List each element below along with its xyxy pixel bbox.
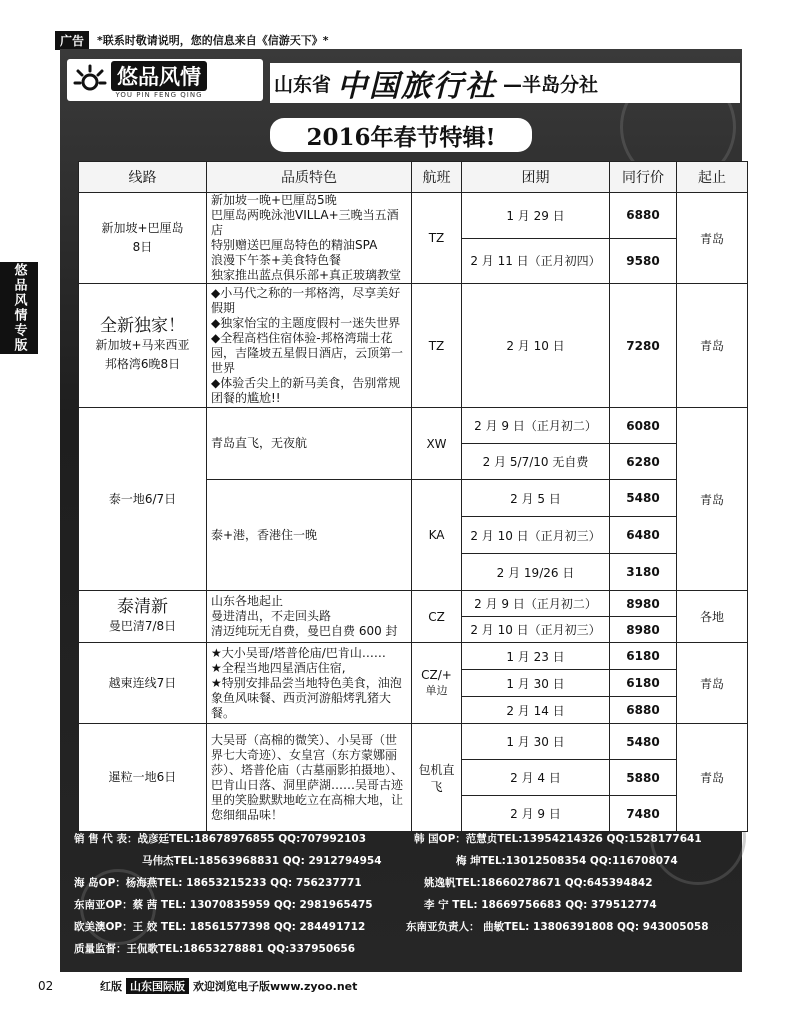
route-name-line: 邦格湾6晚8日 [104,357,181,371]
feature-line: 曼进清出，不走回头路 [211,609,332,623]
contact-right: 梅 坤TEL:13012508354 QQ:116708074 [456,855,678,867]
route-features: 大吴哥（高棉的微笑）、小吴哥（世界七大奇迹）、女皇宫（东方蒙娜丽莎）、塔普伦庙（古墓丽影拍摄地）、巴肯山日落、洞里萨湖……吴哥古迹里的笑脸默默地屹立在高棉大地，让您细细品味！ [207,724,412,832]
tour-date: 1 月 23 日 [462,643,610,670]
contact-list [74,831,739,963]
side-tab: 悠品风情专版 [0,262,38,354]
sun-icon [73,63,107,97]
contact-row [74,853,739,875]
banner-title: 2016年春节特辑! [270,118,532,152]
header-features: 品质特色 [207,162,412,193]
contact-left: 东南亚OP：蔡 茜 TEL: 13070835959 QQ: 2981965475 [74,899,373,911]
flight-code [412,643,462,724]
feature-line: 山东各地起止 [211,594,284,608]
feature-line: 新加坡一晚+巴厘岛5晚 [211,193,337,207]
route-features [207,643,412,724]
header-price: 同行价 [610,162,677,193]
tour-price: 7480 [610,796,677,832]
route-name-line: 泰清新 [117,596,168,617]
tour-price: 9580 [610,238,677,284]
table-row [79,193,748,239]
route-name-line: 曼巴清7/8日 [108,618,177,633]
table-row [79,408,748,444]
agency-province: 山东省 [274,73,332,96]
route-name: 越柬连线7日 [79,643,207,724]
page-footer [38,976,742,996]
flight-note: 单边 [425,684,448,697]
contact-row [74,831,739,853]
contact-left: 海 岛OP：杨海燕TEL: 18653215233 QQ: 756237771 [74,877,362,889]
departure-city: 青岛 [677,284,748,408]
feature-line: 浪漫下午茶+美食特色餐 [211,253,342,267]
header-flight: 航班 [412,162,462,193]
agency-name: 中国旅行社 [337,69,498,104]
flight-code: XW [412,408,462,480]
ad-label: 广告 [55,31,89,50]
feature-line: ★特别安排品尝当地特色美食，油泡象鱼风味餐、西贡河游船烤乳猪大餐。 [211,675,402,720]
tour-date: 2 月 14 日 [462,697,610,724]
tour-date: 1 月 30 日 [462,670,610,697]
contact-row [74,919,739,941]
page-number: 02 [38,979,54,993]
logo [67,59,263,101]
route-name-line: 8日 [132,240,153,254]
tour-date: 1 月 30 日 [462,724,610,760]
tour-date: 2 月 5 日 [462,480,610,517]
agency-branch: —半岛分社 [503,73,599,96]
edition-name: 山东国际版 [126,978,189,994]
tour-date: 2 月 9 日 [462,796,610,832]
departure-city: 青岛 [677,643,748,724]
route-name-line: 新加坡+巴厘岛 [101,221,184,235]
feature-line: ◆体验舌尖上的新马美食，告别常规团餐的尴尬!! [211,375,401,405]
contact-left: 质量监督：王侃歌TEL:18653278881 QQ:337950656 [74,943,356,955]
feature-line: 巴厘岛两晚泳池VILLA+三晚当五酒店 [211,208,399,237]
contact-right: 姚逸帆TEL:18660278671 QQ:645394842 [424,877,653,889]
feature-line: ◆独家怡宝的主题度假村一迷失世界 [211,315,401,330]
header-route: 线路 [79,162,207,193]
flight-code: KA [412,480,462,591]
feature-line: ◆小马代之称的一邦格湾，尽享美好假期 [211,285,401,315]
ad-header [55,31,329,49]
route-features [207,193,412,284]
route-name [79,193,207,284]
feature-line: 清迈纯玩无自费，曼巴自费 600 封 [211,624,398,638]
departure-city: 青岛 [677,724,748,832]
flight-code: CZ [412,591,462,643]
contact-row [74,941,739,963]
route-features: 青岛直飞，无夜航 [207,408,412,480]
tour-date: 2 月 10 日（正月初三） [462,617,610,643]
logo-name: 悠品风情 [111,61,207,91]
table-row [79,724,748,760]
route-name-line: 全新独家！ [100,316,185,336]
route-table [78,161,748,832]
table-row [79,643,748,670]
tour-price: 6080 [610,408,677,444]
tour-price: 6480 [610,517,677,554]
tour-date: 2 月 4 日 [462,760,610,796]
departure-city: 青岛 [677,408,748,591]
feature-line: 独家推出蓝点俱乐部+真正玻璃教堂 [211,268,402,282]
feature-line: ◆全程高档住宿体验-邦格湾瑞士花园，吉隆坡五星假日酒店，云顶第一世界 [211,330,404,375]
tour-price: 6880 [610,697,677,724]
flight-code: TZ [412,284,462,408]
tour-price: 6880 [610,193,677,239]
flight-code: TZ [412,193,462,284]
route-name [79,591,207,643]
tour-date: 2 月 5/7/10 无自费 [462,444,610,480]
route-name [79,284,207,408]
tour-date: 2 月 10 日 [462,284,610,408]
header-departure: 起止 [677,162,748,193]
tour-date: 2 月 11 日（正月初四） [462,238,610,284]
tour-price: 8980 [610,617,677,643]
tour-price: 5880 [610,760,677,796]
edition-label: 红版 [100,980,122,993]
tour-date: 2 月 9 日（正月初二） [462,408,610,444]
contact-row [74,897,739,919]
tour-price: 6180 [610,670,677,697]
contact-right: 李 宁 TEL: 18669756683 QQ: 379512774 [424,899,657,911]
contact-left: 销 售 代 表：战彦廷TEL:18678976855 QQ:707992103 [74,833,367,845]
tour-date: 2 月 19/26 日 [462,554,610,591]
table-row [79,591,748,617]
departure-city: 青岛 [677,193,748,284]
tour-price: 8980 [610,591,677,617]
route-name: 泰一地6/7日 [79,408,207,591]
tour-date: 2 月 10 日（正月初三） [462,517,610,554]
tour-price: 6180 [610,643,677,670]
tour-price: 7280 [610,284,677,408]
ad-notice: *联系时敬请说明，您的信息来自《信游天下》* [97,34,329,47]
route-features: 泰+港，香港住一晚 [207,480,412,591]
route-features [207,284,412,408]
departure-city: 各地 [677,591,748,643]
table-row [79,284,748,408]
flight-code: 包机直飞 [412,724,462,832]
header-dates: 团期 [462,162,610,193]
website-link[interactable]: 欢迎浏览电子版www.zyoo.net [193,980,358,993]
tour-date: 1 月 29 日 [462,193,610,239]
agency-title [270,63,740,103]
tour-price: 6280 [610,444,677,480]
tour-price: 3180 [610,554,677,591]
tour-price: 5480 [610,724,677,760]
table-header-row [79,162,748,193]
feature-line: ★大小吴哥/塔普伦庙/巴肯山…… [211,645,386,660]
feature-line: ★全程当地四星酒店住宿, [211,660,346,675]
logo-pinyin: YOU PIN FENG QING [115,91,203,99]
contact-row [74,875,739,897]
route-name: 暹粒一地6日 [79,724,207,832]
contact-left: 欧美澳OP：王 姣 TEL: 18561577398 QQ: 284491712 [74,921,366,933]
tour-price: 5480 [610,480,677,517]
flight-code-text: CZ/+ [421,668,452,682]
route-features [207,591,412,643]
tour-date: 2 月 9 日（正月初二） [462,591,610,617]
feature-line: 特别赠送巴厘岛特色的精油SPA [211,238,378,252]
ad-panel [60,49,742,972]
route-name-line: 新加坡+马来西亚 [95,338,190,352]
contact-right: 东南亚负责人： 曲敏TEL: 13806391808 QQ: 943005058 [406,921,709,933]
contact-left: 马伟杰TEL:18563968831 QQ: 2912794954 [142,855,382,867]
contact-right: 韩 国OP：范慧贞TEL:13954214326 QQ:1528177641 [414,833,702,845]
